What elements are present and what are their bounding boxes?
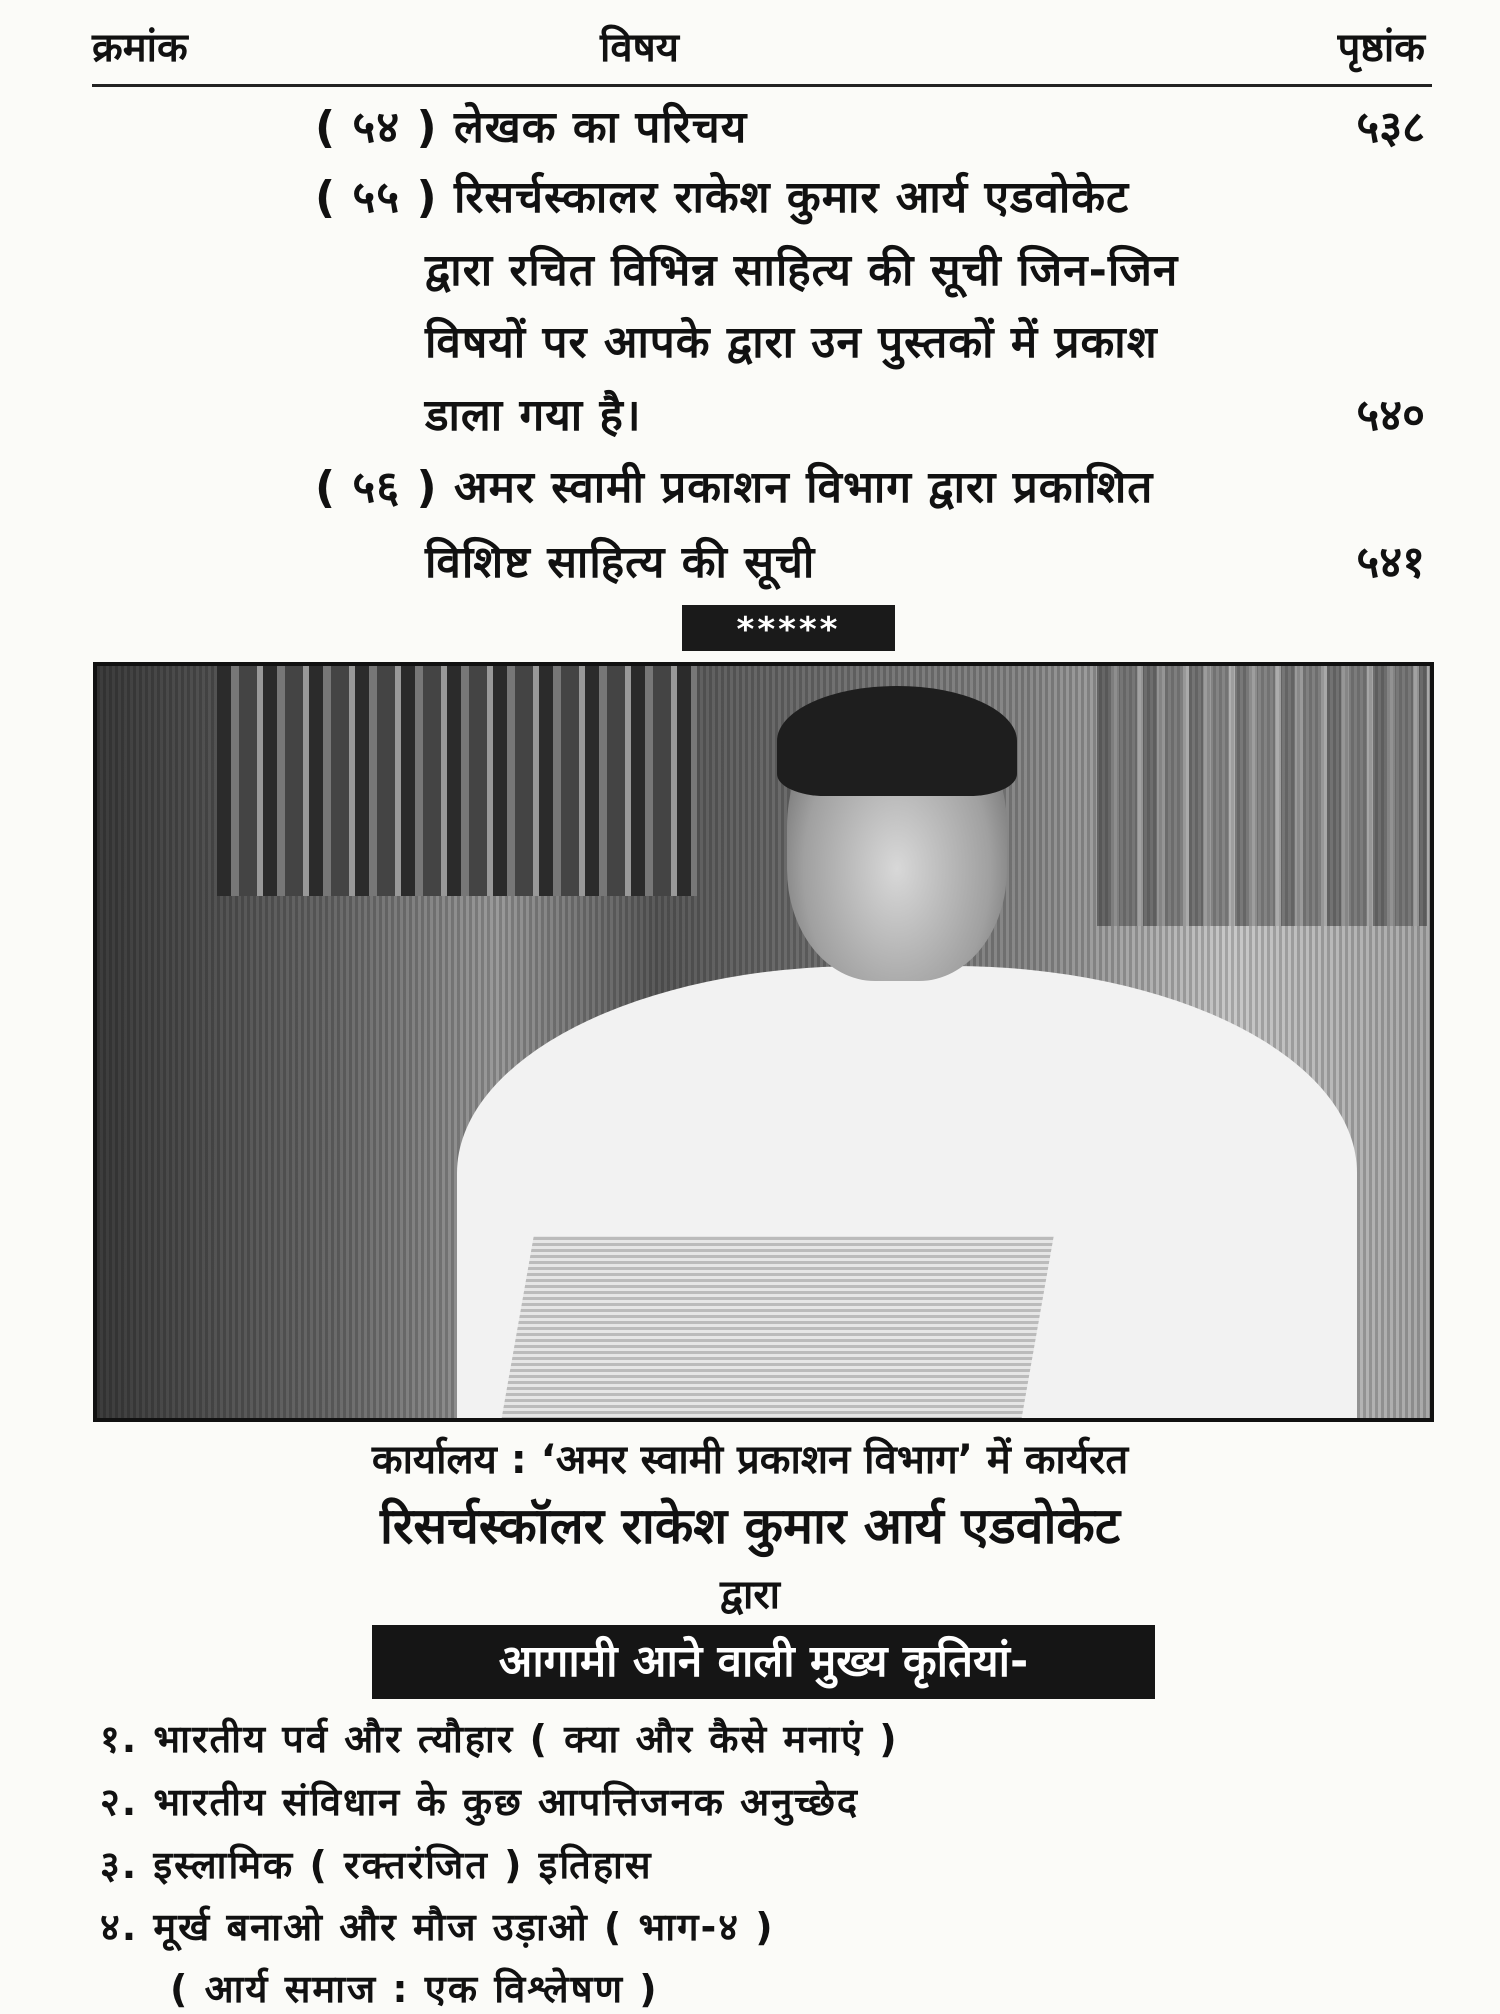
open-book: [500, 1236, 1054, 1422]
entry-54: [315, 95, 747, 155]
entry-55: [315, 165, 1129, 225]
person-hair: [777, 686, 1017, 796]
upcoming-item: ( आर्य समाज : एक विश्लेषण ): [170, 1967, 659, 2011]
entry-number: ( ५६ ): [315, 462, 438, 513]
entry-page: ५३८: [1356, 102, 1425, 153]
entry-text: अमर स्वामी प्रकाशन विभाग द्वारा प्रकाशित: [453, 462, 1154, 513]
entry-text: विषयों पर आपके द्वारा उन पुस्तकों में प्रकाश: [425, 317, 1158, 368]
separator-stars: *****: [682, 605, 895, 651]
entry-page: ५४०: [1356, 390, 1425, 441]
entry-text: लेखक का परिचय: [453, 102, 748, 153]
caption-office: कार्यालय : ‘अमर स्वामी प्रकाशन विभाग’ में कार्यरत: [371, 1437, 1129, 1483]
entry-text: विशिष्ट साहित्य की सूची: [425, 537, 816, 588]
upcoming-item: ३. इस्लामिक ( रक्तरंजित ) इतिहास: [100, 1843, 653, 1887]
caption-author: रिसर्चस्कॉलर राकेश कुमार आर्य एडवोकेट: [379, 1497, 1121, 1555]
header-page: पृष्ठांक: [1337, 25, 1425, 71]
header-serial: क्रमांक: [92, 25, 188, 71]
entry-text: द्वारा रचित विभिन्न साहित्य की सूची जिन-जिन: [425, 245, 1179, 296]
bookshelf: [217, 666, 697, 896]
upcoming-heading: आगामी आने वाली मुख्य कृतियां-: [372, 1625, 1155, 1699]
bookshelf: [1097, 666, 1427, 926]
entry-text: डाला गया है।: [425, 390, 642, 441]
entry-56: [315, 455, 1153, 515]
header-rule: [92, 84, 1432, 87]
header-subject: विषय: [600, 25, 679, 71]
entry-page: ५४१: [1356, 537, 1425, 588]
upcoming-item: २. भारतीय संविधान के कुछ आपत्तिजनक अनुच्छेद: [100, 1780, 860, 1824]
author-photo: [93, 662, 1434, 1422]
upcoming-item: १. भारतीय पर्व और त्यौहार ( क्या और कैसे मनाएं ): [100, 1717, 899, 1761]
entry-number: ( ५४ ): [315, 102, 438, 153]
upcoming-item: ४. मूर्ख बनाओ और मौज उड़ाओ ( भाग-४ ): [100, 1905, 775, 1949]
caption-by: द्वारा: [719, 1572, 781, 1618]
entry-text: रिसर्चस्कालर राकेश कुमार आर्य एडवोकेट: [453, 172, 1130, 223]
entry-number: ( ५५ ): [315, 172, 438, 223]
